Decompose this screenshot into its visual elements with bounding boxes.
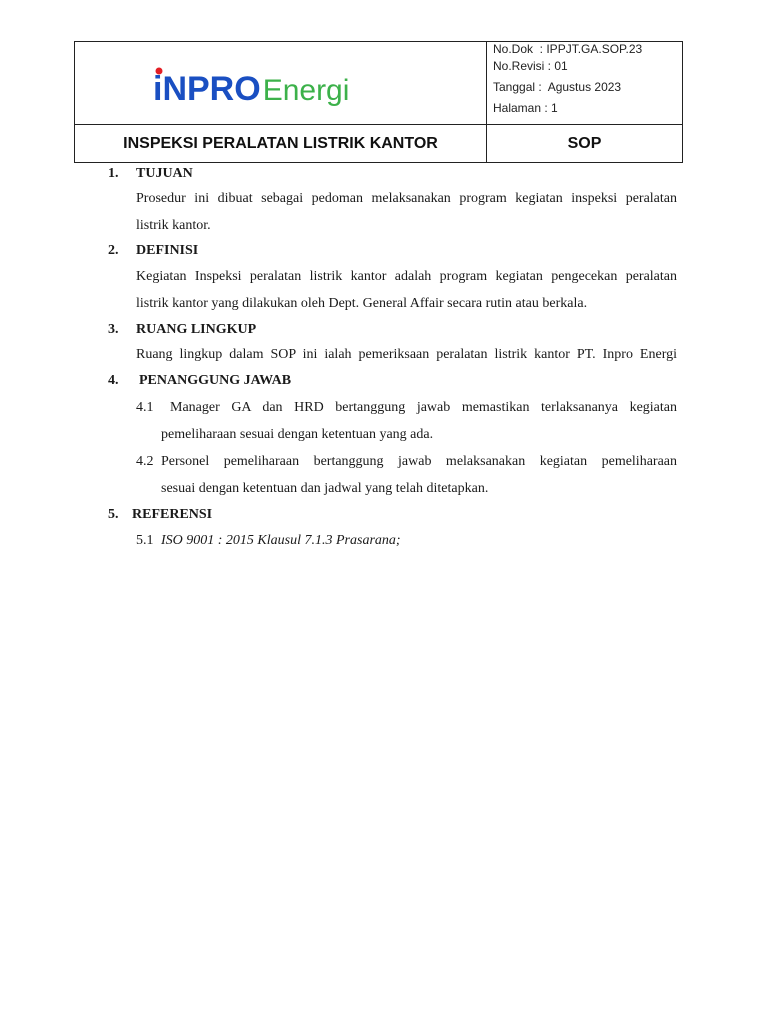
item-4-2-line-1: Personel pemeliharaan bertanggung jawab melaksanakan kegiatan pemeliharaan bbox=[161, 454, 677, 469]
section-5-number: 5. bbox=[108, 507, 119, 522]
page-number: Halaman : 1 bbox=[493, 101, 558, 115]
title-cell bbox=[75, 124, 487, 162]
item-4-1-number: 4.1 bbox=[136, 400, 154, 415]
section-5-heading: REFERENSI bbox=[132, 507, 213, 522]
section-1-heading: TUJUAN bbox=[136, 166, 193, 181]
company-logo bbox=[153, 62, 393, 106]
document-header-table bbox=[74, 41, 683, 163]
item-4-1-line-2: pemeliharaan sesuai dengan ketentuan yang ada. bbox=[161, 427, 434, 442]
section-3-text-line-1: Ruang lingkup dalam SOP ini ialah pemeriksaan peralatan listrik kantor PT. Inpro Energi bbox=[136, 347, 677, 362]
doc-type-cell bbox=[487, 124, 682, 162]
item-5-1-text: ISO 9001 : 2015 Klausul 7.1.3 Prasarana; bbox=[161, 533, 401, 548]
section-2-number: 2. bbox=[108, 243, 119, 258]
doc-number: No.Dok : IPPJT.GA.SOP.23 bbox=[493, 42, 643, 56]
section-4-number: 4. bbox=[108, 373, 119, 388]
doc-date: Tanggal : Agustus 2023 bbox=[493, 80, 622, 94]
revision-number: No.Revisi : 01 bbox=[493, 59, 568, 73]
section-1-text-line-2: listrik kantor. bbox=[136, 218, 211, 233]
section-2-text-line-1: Kegiatan Inspeksi peralatan listrik kantor adalah program kegiatan pengecekan peralatan bbox=[136, 269, 677, 284]
logo-text-inpro: iNPRO bbox=[153, 70, 261, 106]
section-2-heading: DEFINISI bbox=[136, 243, 199, 258]
item-4-1-line-1: Manager GA dan HRD bertanggung jawab memastikan terlaksananya kegiatan bbox=[170, 400, 677, 415]
section-1-number: 1. bbox=[108, 166, 119, 181]
document-meta-cell bbox=[487, 42, 682, 124]
item-4-2-number: 4.2 bbox=[136, 454, 154, 469]
item-5-1-number: 5.1 bbox=[136, 533, 154, 548]
section-3-number: 3. bbox=[108, 322, 119, 337]
section-1-text-line-1: Prosedur ini dibuat sebagai pedoman melaksanakan program kegiatan inspeksi peralatan bbox=[136, 191, 677, 206]
logo-cell bbox=[75, 42, 487, 124]
document-type: SOP bbox=[567, 134, 602, 152]
logo-text-energi: Energi bbox=[262, 74, 350, 106]
item-4-2-line-2: sesuai dengan ketentuan dan jadwal yang telah ditetapkan. bbox=[161, 481, 489, 496]
section-4-heading: PENANGGUNG JAWAB bbox=[139, 373, 292, 388]
section-2-text-line-2: listrik kantor yang dilakukan oleh Dept. General Affair secara rutin atau berkala. bbox=[136, 296, 588, 311]
section-3-heading: RUANG LINGKUP bbox=[136, 322, 257, 337]
document-title: INSPEKSI PERALATAN LISTRIK KANTOR bbox=[123, 134, 438, 152]
